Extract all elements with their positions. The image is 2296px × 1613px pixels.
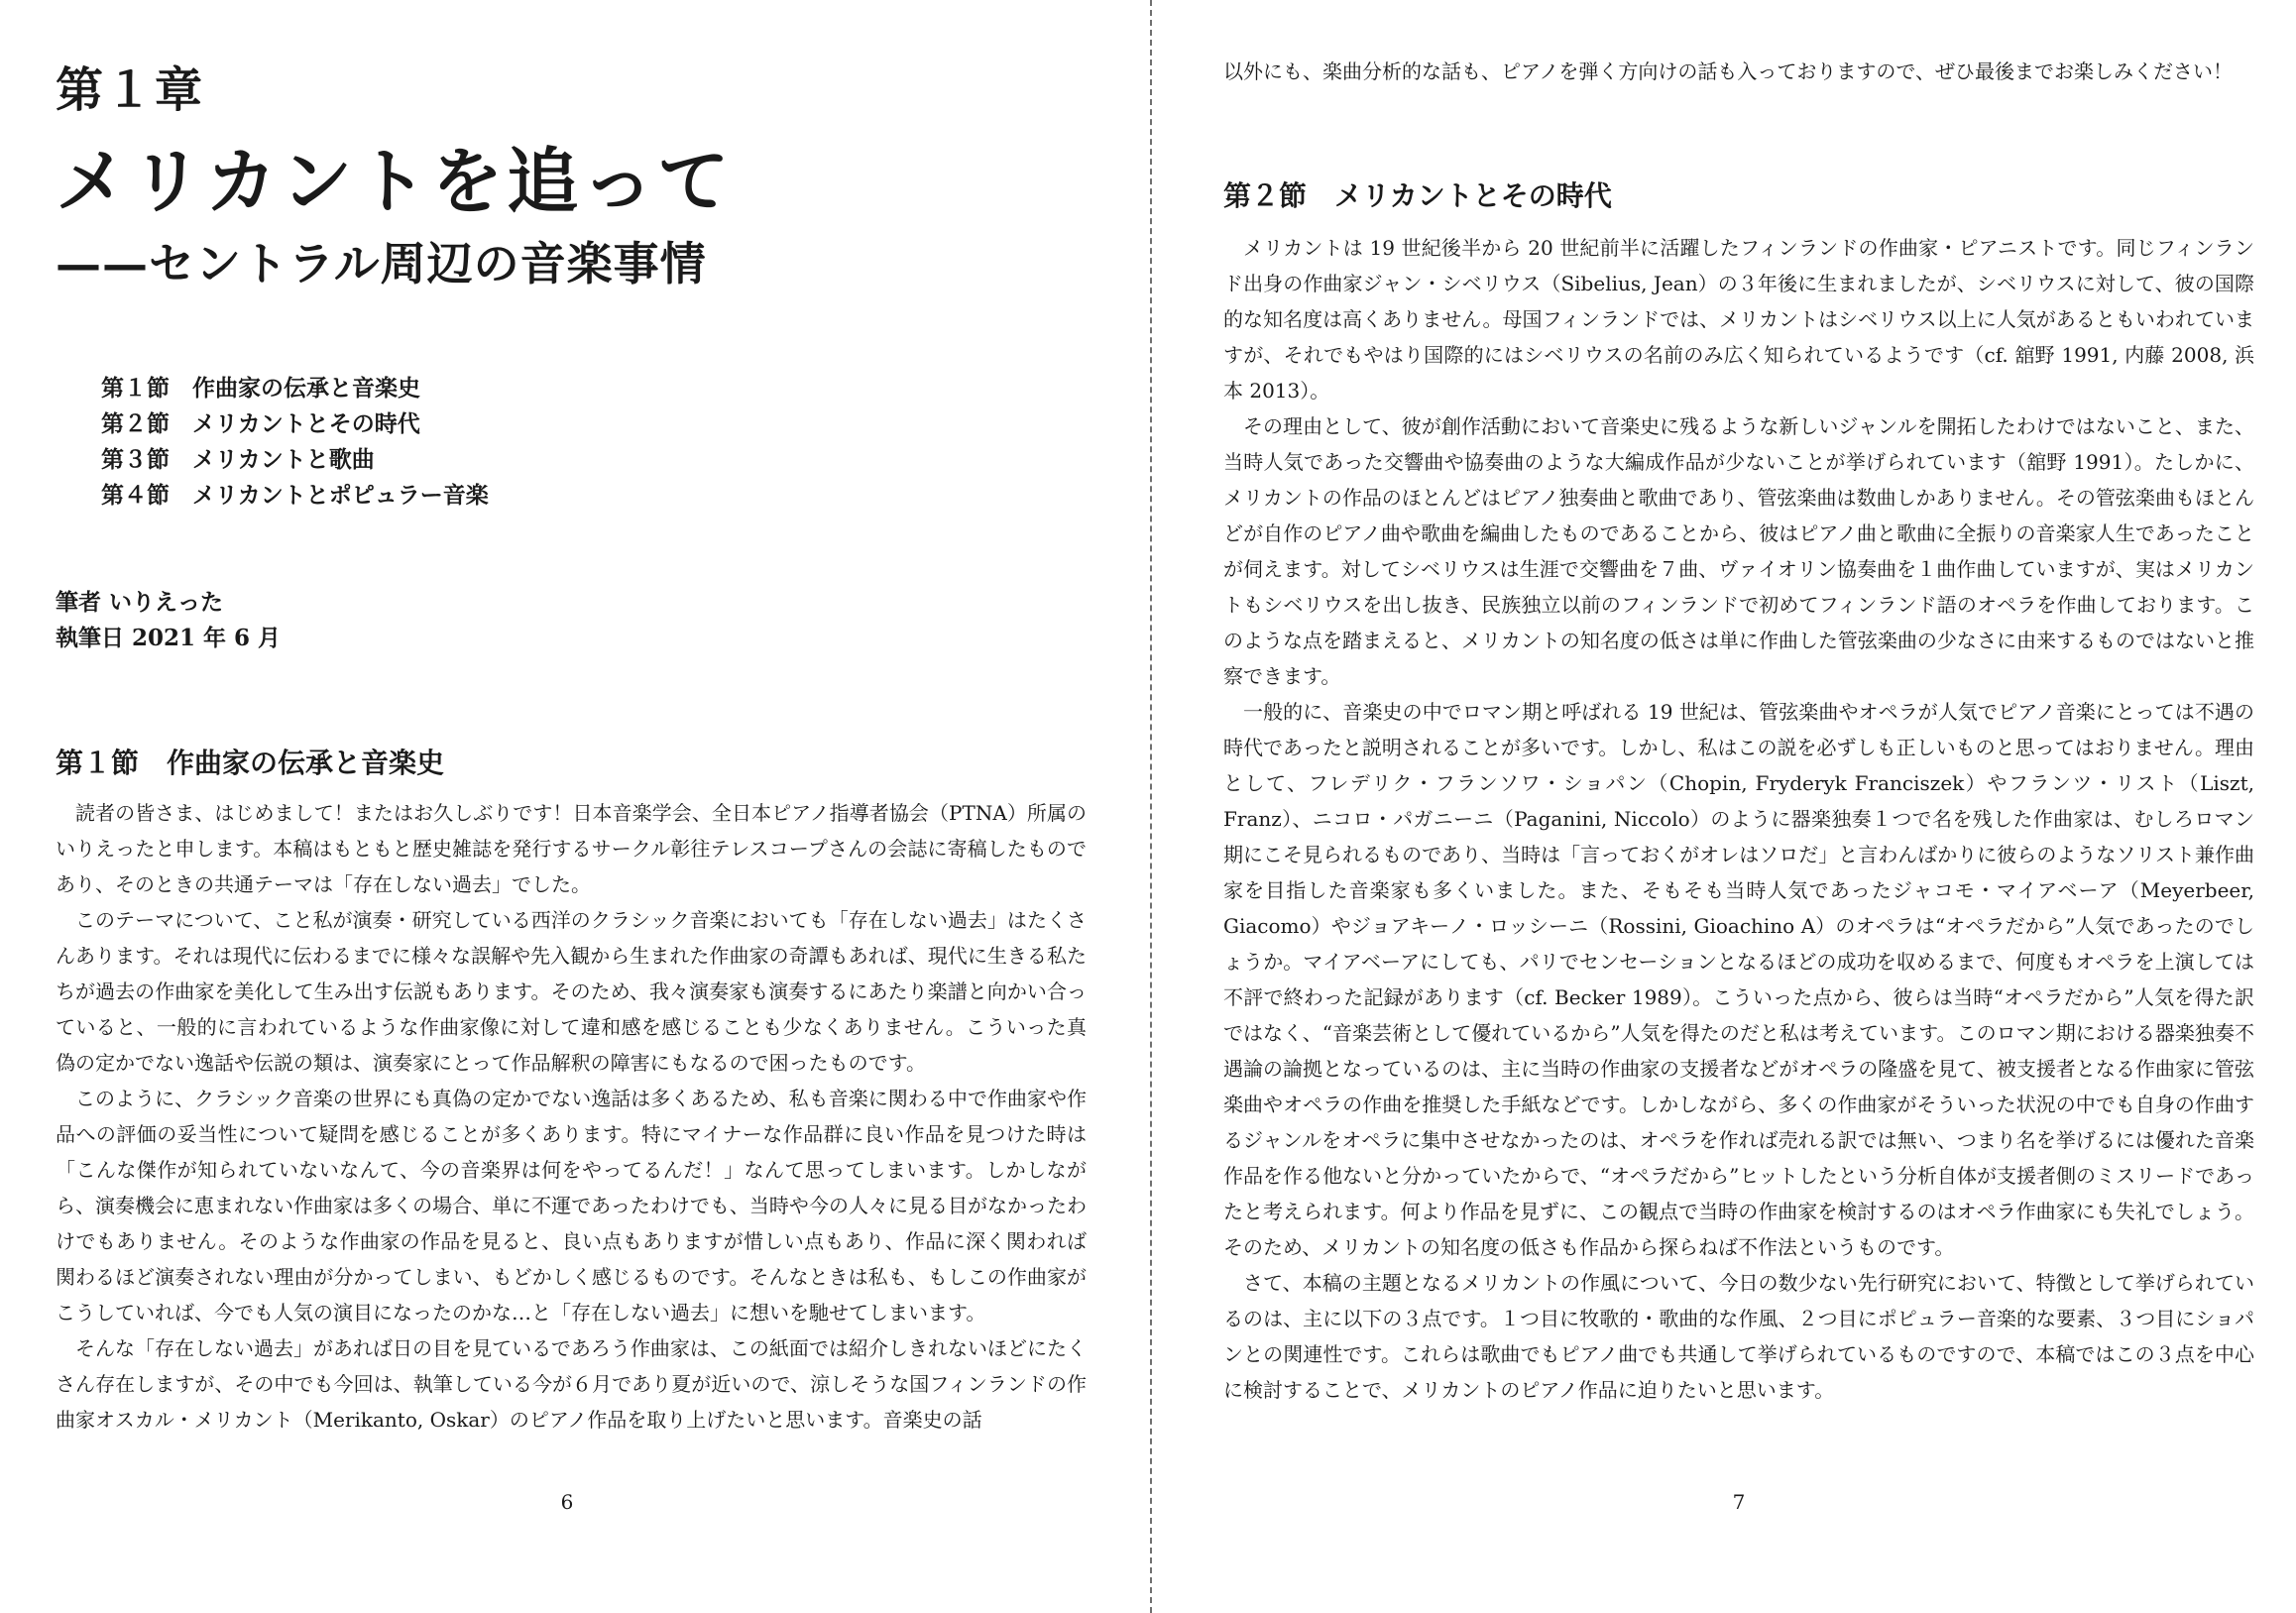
page-number: 6 xyxy=(560,1490,574,1514)
paragraph: 以外にも、楽曲分析的な話も、ピアノを弾く方向けの話も入っておりますので、ぜひ最後までお楽しみください！ xyxy=(1223,59,2233,83)
continuation-text xyxy=(1223,54,2254,89)
paragraph: その理由として、彼が創作活動において音楽史に残るような新しいジャンルを開拓したわけではないこと、また、当時人気であった交響曲や協奏曲のような大編成作品が少ないことが挙げられています（舘野 1991）。たしかに、メリカントの作品のほとんどはピアノ独奏曲と歌曲であり、管弦楽曲は数曲しかありません。その管弦楽曲もほとんどが自作のピアノ曲や歌曲を編曲したものであることから、彼はピアノ曲と歌曲に全振りの音楽家人生であったことが伺えます。対してシベリウスは生涯で交響曲を７曲、ヴァイオリン協奏曲を１曲作曲していますが、実はメリカントもシベリウスを出し抜き、民族独立以前のフィンランドで初めてフィンランド語のオペラを作曲しております。このような点を踏まえると、メリカントの知名度の低さは単に作曲した管弦楽曲の少なさに由来するものではないと推察できます。 xyxy=(1223,414,2254,688)
section-heading: 第１節 作曲家の伝承と音楽史 xyxy=(56,747,445,779)
paragraph: さて、本稿の主題となるメリカントの作風について、今日の数少ない先行研究において、特徴として挙げられているのは、主に以下の３点です。１つ目に牧歌的・歌曲的な作風、２つ目にポピュラー音楽的な要素、３つ目にショパンとの関連性です。これらは歌曲でもピアノ曲でも共通して挙げられているものですので、本稿ではこの３点を中心に検討することで、メリカントのピアノ作品に迫りたいと思います。 xyxy=(1223,1271,2254,1402)
author-line: 筆者 いりえった xyxy=(56,589,224,616)
body-text xyxy=(56,795,1087,1438)
toc-item-section-3: 第３節 メリカントと歌曲 xyxy=(101,446,375,473)
author-block xyxy=(56,585,281,656)
paragraph: 一般的に、音楽史の中でロマン期と呼ばれる 19 世紀は、管弦楽曲やオペラが人気でピアノ音楽にとっては不遇の時代であったと説明されることが多いです。しかし、私はこの説を必ずしも正しいものと思ってはおりません。理由として、フレデリク・フランソワ・ショパン（Chopin, Fryderyk Franciszek）やフランツ・リスト（Liszt, Franz）、ニコロ・パガニーニ（Paganini, Niccolo）のように器楽独奏１つで名を残した作曲家は、むしろロマン期にこそ見られるものであり、当時は「言っておくがオレはソロだ」と言わんばかりに彼らのようなソリスト兼作曲家を目指した音楽家も多くいました。また、そもそも当時人気であったジャコモ・マイアベーア（Meyerbeer, Giacomo）やジョアキーノ・ロッシーニ（Rossini, Gioachino A）のオペラは“オペラだから”人気であったのでしょうか。マイアベーアにしても、パリでセンセーションとなるほどの成功を収めるまで、何度もオペラを上演しては不評で終わった記録があります（cf. Becker 1989）。こういった点から、彼らは当時“オペラだから”人気を得た訳ではなく、“音楽芸術として優れているから”人気を得たのだと私は考えています。このロマン期における器楽独奏不遇論の論拠となっているのは、主に当時の作曲家の支援者などがオペラの隆盛を見て、被支援者となる作曲家に管弦楽曲やオペラの作曲を推奨した手紙などです。しかしながら、多くの作曲家がそういった状況の中でも自身の作曲するジャンルをオペラに集中させなかったのは、オペラを作れば売れる訳では無い、つまり名を挙げるには優れた音楽作品を作る他ないと分かっていたからで、“オペラだから”ヒットしたという分析自体が支援者側のミスリードであったと考えられます。何より作品を見ずに、この観点で当時の作曲家を検討するのはオペラ作曲家にも失礼でしょう。そのため、メリカントの知名度の低さも作品から探らねば不作法というものです。 xyxy=(1223,700,2254,1259)
chapter-title: メリカントを追って xyxy=(56,139,734,223)
chapter-subtitle: ——セントラル周辺の音楽事情 xyxy=(56,237,707,290)
page-gutter-divider xyxy=(1150,0,1152,1613)
table-of-contents xyxy=(101,371,489,514)
chapter-label: 第１章 xyxy=(56,62,205,118)
toc-item-section-4: 第４節 メリカントとポピュラー音楽 xyxy=(101,482,489,509)
right-page xyxy=(1154,0,2296,1613)
paragraph: このように、クラシック音楽の世界にも真偽の定かでない逸話は多くあるため、私も音楽に関わる中で作曲家や作品への評価の妥当性について疑問を感じることが多くあります。特にマイナーな作品群に良い作品を見つけた時は「こんな傑作が知られていないなんて、今の音楽界は何をやってるんだ！」なんて思ってしまいます。しかしながら、演奏機会に恵まれない作曲家は多くの場合、単に不運であったわけでも、当時や今の人々に見る目がなかったわけでもありません。そのような作曲家の作品を見ると、良い点もありますが惜しい点もあり、作品に深く関われば関わるほど演奏されない理由が分かってしまい、もどかしく感じるものです。そんなときは私も、もしこの作曲家がこうしていれば、今でも人気の演目になったのかな…と「存在しない過去」に想いを馳せてしまいます。 xyxy=(56,1087,1087,1325)
toc-item-section-1: 第１節 作曲家の伝承と音楽史 xyxy=(101,375,420,402)
date-line: 執筆日 2021 年 6 月 xyxy=(56,625,282,651)
section-heading: 第２節 メリカントとその時代 xyxy=(1223,179,1612,212)
paragraph: メリカントは 19 世紀後半から 20 世紀前半に活躍したフィンランドの作曲家・ピアニストです。同じフィンランド出身の作曲家ジャン・シベリウス（Sibelius, Jean）の３年後に生まれましたが、シベリウスに対して、彼の国際的な知名度は高くありません。母国フィンランドでは、メリカントはシベリウス以上に人気があるともいわれていますが、それでもやはり国際的にはシベリウスの名前のみ広く知られているようです（cf. 舘野 1991, 内藤 2008, 浜本 2013）。 xyxy=(1223,236,2254,403)
paragraph: 読者の皆さま、はじめまして！またはお久しぶりです！日本音楽学会、全日本ピアノ指導者協会（PTNA）所属のいりえったと申します。本稿はもともと歴史雑誌を発行するサークル彰往テレスコープさんの会誌に寄稿したものであり、そのときの共通テーマは「存在しない過去」でした。 xyxy=(56,801,1087,896)
body-text xyxy=(1223,230,2254,1408)
paragraph: このテーマについて、こと私が演奏・研究している西洋のクラシック音楽においても「存在しない過去」はたくさんあります。それは現代に伝わるまでに様々な誤解や先入観から生まれた作曲家の奇譚もあれば、現代に生きる私たちが過去の作曲家を美化して生み出す伝説もあります。そのため、我々演奏家も演奏するにあたり楽譜と向かい合っていると、一般的に言われているような作曲家像に対して違和感を感じることも少なくありません。こういった真偽の定かでない逸話や伝説の類は、演奏家にとって作品解釈の障害にもなるので困ったものです。 xyxy=(56,908,1087,1075)
page-number: 7 xyxy=(1732,1490,1746,1514)
toc-item-section-2: 第２節 メリカントとその時代 xyxy=(101,410,420,437)
paragraph: そんな「存在しない過去」があれば日の目を見ているであろう作曲家は、この紙面では紹介しきれないほどにたくさん存在しますが、その中でも今回は、執筆している今が６月であり夏が近いので、涼しそうな国フィンランドの作曲家オスカル・メリカント（Merikanto, Oskar）のピアノ作品を取り上げたいと思います。音楽史の話 xyxy=(56,1336,1087,1432)
